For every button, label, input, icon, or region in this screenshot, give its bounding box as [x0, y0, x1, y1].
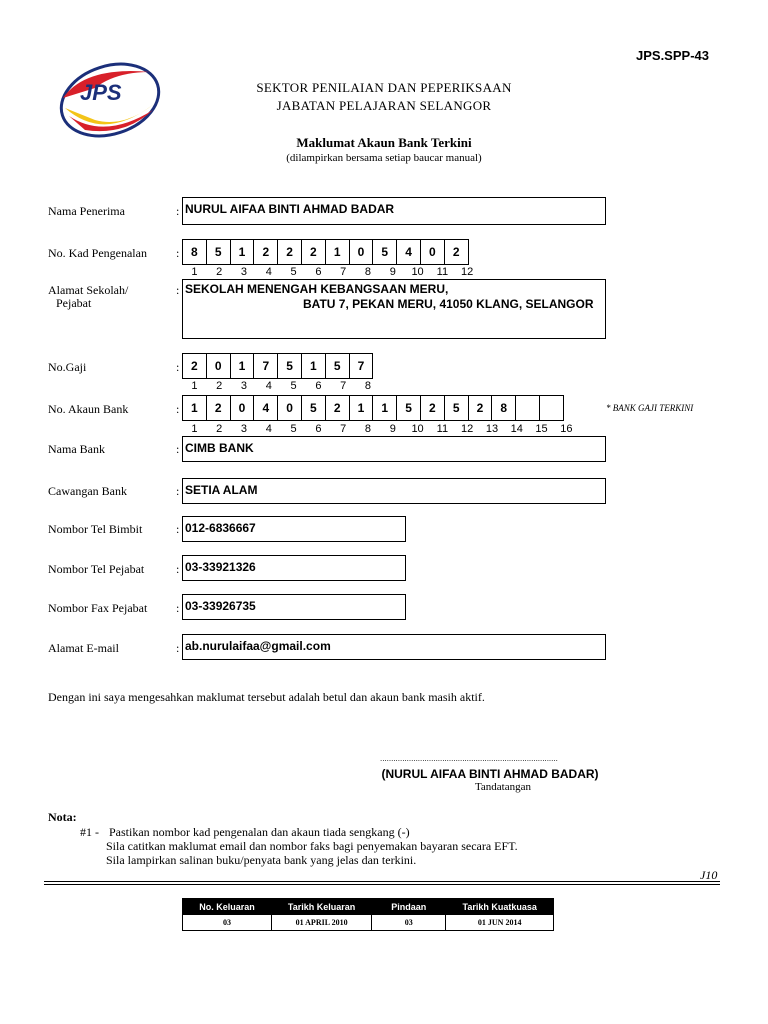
- digit-position: 13: [485, 423, 499, 435]
- signature-line: ................................................................................: [380, 754, 558, 763]
- digit-cell[interactable]: 4: [396, 239, 421, 265]
- colon: :: [176, 522, 180, 536]
- digit-position: 15: [535, 423, 548, 435]
- revision-data-row: [183, 915, 554, 931]
- header-pindaan: Pindaan: [372, 899, 446, 915]
- nota-title: Nota:: [48, 810, 77, 824]
- digit-cell[interactable]: [539, 395, 564, 421]
- digit-cell[interactable]: 5: [396, 395, 421, 421]
- digit-position: 12: [461, 423, 474, 435]
- digit-cell[interactable]: 1: [325, 239, 350, 265]
- digit-position: 4: [265, 380, 272, 392]
- colon: :: [176, 562, 180, 576]
- header-line2: JABATAN PELAJARAN SELANGOR: [276, 98, 492, 113]
- digit-position: 2: [216, 423, 223, 435]
- colon: :: [176, 283, 180, 297]
- digit-position: 2: [216, 380, 223, 392]
- digit-cell[interactable]: 2: [253, 239, 278, 265]
- digit-cell[interactable]: 5: [372, 239, 397, 265]
- digit-position: 1: [191, 266, 198, 278]
- email-label: Alamat E-mail: [48, 641, 119, 655]
- digit-cell[interactable]: 1: [301, 353, 326, 379]
- digit-position: 10: [411, 423, 424, 435]
- digit-position: 11: [436, 266, 449, 278]
- no-gaji-label: No.Gaji: [48, 360, 87, 374]
- digit-cell[interactable]: 2: [444, 239, 469, 265]
- colon: :: [176, 641, 180, 655]
- kad-pengenalan-positions: [182, 266, 480, 278]
- kad-pengenalan-cells[interactable]: [182, 239, 469, 265]
- colon: :: [176, 601, 180, 615]
- akaun-bank-cells[interactable]: [182, 395, 564, 421]
- digit-position: 8: [364, 423, 372, 435]
- digit-position: 7: [340, 266, 347, 278]
- nama-penerima-field[interactable]: NURUL AIFAA BINTI AHMAD BADAR: [182, 197, 606, 225]
- alamat-line2: BATU 7, PEKAN MERU, 41050 KLANG, SELANGOR: [303, 297, 594, 311]
- no-gaji-cells[interactable]: [182, 353, 373, 379]
- form-code: JPS.SPP-43: [636, 48, 709, 63]
- digit-cell[interactable]: 2: [206, 395, 231, 421]
- digit-cell[interactable]: 2: [325, 395, 350, 421]
- digit-cell[interactable]: 1: [230, 239, 255, 265]
- digit-cell[interactable]: 5: [444, 395, 469, 421]
- digit-cell[interactable]: 1: [349, 395, 374, 421]
- digit-cell[interactable]: 5: [301, 395, 326, 421]
- signature-label: Tandatangan: [474, 781, 532, 793]
- digit-cell[interactable]: 7: [349, 353, 374, 379]
- digit-cell[interactable]: 0: [277, 395, 302, 421]
- nama-bank-label: Nama Bank: [48, 442, 105, 456]
- nama-bank-field[interactable]: CIMB BANK: [182, 436, 606, 462]
- digit-position: 3: [240, 380, 248, 392]
- nota-line2: Sila catitkan maklumat email dan nombor faks bagi penyemakan bayaran secara EFT.: [106, 839, 518, 853]
- digit-cell[interactable]: 2: [301, 239, 326, 265]
- akaun-bank-positions: [182, 423, 579, 435]
- cawangan-label: Cawangan Bank: [48, 484, 127, 498]
- digit-position: 1: [191, 380, 198, 392]
- colon: :: [176, 360, 180, 374]
- digit-cell[interactable]: 5: [206, 239, 231, 265]
- digit-cell[interactable]: 0: [420, 239, 445, 265]
- colon: :: [176, 402, 180, 416]
- header-tarikh-keluaran: Tarikh Keluaran: [272, 899, 372, 915]
- cawangan-field[interactable]: SETIA ALAM: [182, 478, 606, 504]
- digit-position: 4: [265, 423, 272, 435]
- header-line1: SEKTOR PENILAIAN DAN PEPERIKSAAN: [256, 80, 512, 95]
- digit-position: 2: [216, 266, 223, 278]
- digit-cell[interactable]: 7: [253, 353, 278, 379]
- digit-cell[interactable]: 1: [372, 395, 397, 421]
- digit-position: 8: [364, 380, 372, 392]
- digit-cell[interactable]: 0: [349, 239, 374, 265]
- revision-header-row: [183, 899, 554, 915]
- cell-no-keluaran: 03: [183, 915, 272, 931]
- digit-position: 11: [436, 423, 449, 435]
- digit-position: 5: [290, 423, 297, 435]
- digit-cell[interactable]: 2: [468, 395, 493, 421]
- digit-position: 3: [240, 266, 248, 278]
- digit-position: 4: [265, 266, 272, 278]
- colon: :: [176, 484, 180, 498]
- digit-cell[interactable]: 8: [491, 395, 516, 421]
- confirmation-text: Dengan ini saya mengesahkan maklumat tersebut adalah betul dan akaun bank masih aktif.: [48, 690, 485, 704]
- divider: [44, 884, 720, 885]
- digit-cell[interactable]: 4: [253, 395, 278, 421]
- alamat-label-2: Pejabat: [56, 296, 92, 310]
- digit-cell[interactable]: 1: [230, 353, 255, 379]
- digit-position: 5: [290, 266, 297, 278]
- logo-text: JPS: [80, 80, 122, 105]
- digit-position: 1: [191, 423, 198, 435]
- digit-cell[interactable]: 0: [230, 395, 255, 421]
- digit-position: 9: [389, 423, 396, 435]
- header-tarikh-kuatkuasa: Tarikh Kuatkuasa: [446, 899, 554, 915]
- tel-pejabat-field[interactable]: 03-33921326: [182, 555, 406, 581]
- email-field[interactable]: ab.nurulaifaa@gmail.com: [182, 634, 606, 660]
- page-subtitle: (dilampirkan bersama setiap baucar manual): [286, 152, 482, 164]
- digit-position: 12: [461, 266, 474, 278]
- digit-position: 5: [290, 380, 297, 392]
- digit-position: 10: [411, 266, 424, 278]
- alamat-line1: SEKOLAH MENENGAH KEBANGSAAN MERU,: [185, 282, 449, 296]
- digit-cell[interactable]: 5: [277, 353, 302, 379]
- digit-position: 14: [510, 423, 523, 435]
- tel-pejabat-label: Nombor Tel Pejabat: [48, 562, 145, 576]
- digit-position: 6: [315, 266, 322, 278]
- tel-bimbit-field[interactable]: 012-6836667: [182, 516, 406, 542]
- nota-line1: Pastikan nombor kad pengenalan dan akaun tiada sengkang (-): [109, 825, 410, 839]
- divider: [44, 881, 720, 882]
- nama-penerima-label: Nama Penerima: [48, 204, 125, 218]
- digit-position: 6: [315, 423, 322, 435]
- akaun-bank-label: No. Akaun Bank: [48, 402, 129, 416]
- bank-gaji-note: * BANK GAJI TERKINI: [606, 403, 694, 413]
- page-title: Maklumat Akaun Bank Terkini: [296, 135, 472, 150]
- digit-cell[interactable]: 5: [325, 353, 350, 379]
- digit-cell[interactable]: 2: [182, 353, 207, 379]
- digit-cell[interactable]: 1: [182, 395, 207, 421]
- signatory-name: (NURUL AIFAA BINTI AHMAD BADAR): [381, 767, 599, 781]
- page-reference: J10: [700, 868, 718, 882]
- fax-pejabat-label: Nombor Fax Pejabat: [48, 601, 148, 615]
- revision-table: [182, 898, 554, 931]
- no-gaji-positions: [182, 380, 380, 392]
- colon: :: [176, 204, 180, 218]
- nota-number: #1 -: [80, 825, 99, 839]
- cell-pindaan: 03: [372, 915, 446, 931]
- digit-position: 7: [340, 423, 347, 435]
- digit-position: 16: [560, 423, 573, 435]
- nota-line3: Sila lampirkan salinan buku/penyata bank yang jelas dan terkini.: [106, 853, 417, 867]
- digit-cell[interactable]: 2: [277, 239, 302, 265]
- digit-position: 9: [389, 266, 396, 278]
- digit-cell[interactable]: 8: [182, 239, 207, 265]
- digit-position: 8: [364, 266, 372, 278]
- digit-position: 3: [240, 423, 248, 435]
- fax-pejabat-field[interactable]: 03-33926735: [182, 594, 406, 620]
- header-no-keluaran: No. Keluaran: [183, 899, 272, 915]
- tel-bimbit-label: Nombor Tel Bimbit: [48, 522, 143, 536]
- cell-tarikh-keluaran: 01 APRIL 2010: [272, 915, 372, 931]
- digit-cell[interactable]: 0: [206, 353, 231, 379]
- alamat-field[interactable]: [182, 279, 606, 339]
- alamat-label: Alamat Sekolah/: [48, 283, 129, 297]
- colon: :: [176, 246, 180, 260]
- kad-pengenalan-label: No. Kad Pengenalan: [48, 246, 147, 260]
- digit-position: 6: [315, 380, 322, 392]
- digit-cell[interactable]: 2: [420, 395, 445, 421]
- digit-cell[interactable]: [515, 395, 540, 421]
- cell-tarikh-kuatkuasa: 01 JUN 2014: [446, 915, 554, 931]
- colon: :: [176, 442, 180, 456]
- digit-position: 7: [340, 380, 347, 392]
